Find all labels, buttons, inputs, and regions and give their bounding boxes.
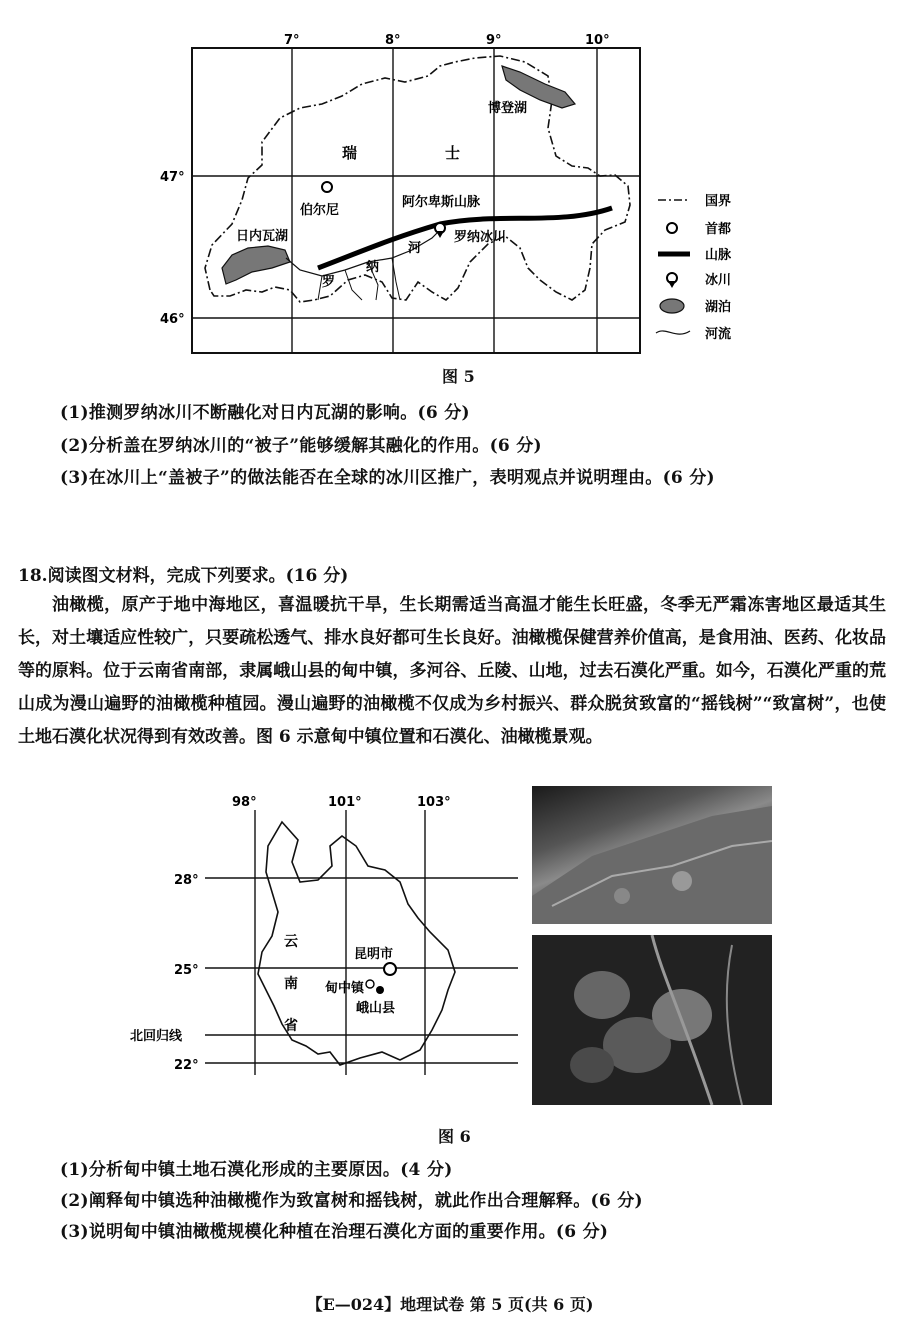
lake-geneva <box>222 246 290 284</box>
tropic-label: 北回归线 <box>130 1029 183 1044</box>
q17-sub3: (3)在冰川上“盖被子”的做法能否在全球的冰川区推广，表明观点并说明理由。(6 分) <box>60 468 715 488</box>
lon-label-7: 7° <box>284 33 300 48</box>
label-river-2: 纳 <box>366 260 380 275</box>
figure5-map <box>0 0 900 390</box>
page-footer: 【E—024】地理试卷 第 5 页(共 6 页) <box>306 1295 594 1314</box>
q17-sub2: (2)分析盖在罗纳冰川的“被子”能够缓解其融化的作用。(6 分) <box>60 436 542 456</box>
lat-label-28: 28° <box>174 873 199 888</box>
label-eshan: 峨山县 <box>356 1001 396 1016</box>
lat-label-46: 46° <box>160 312 185 327</box>
figure5-legend <box>656 193 732 342</box>
kunming-symbol <box>384 963 396 975</box>
legend-river: 河流 <box>705 327 732 342</box>
photo-olive-fruit <box>532 935 772 1105</box>
label-geneva: 日内瓦湖 <box>236 229 289 244</box>
legend-mountain: 山脉 <box>705 248 732 263</box>
lon-label-8: 8° <box>385 33 401 48</box>
lon-label-103: 103° <box>417 795 451 810</box>
legend-glacier: 冰川 <box>705 273 732 288</box>
legend-lake: 湖泊 <box>705 300 732 315</box>
q18-paragraph-block <box>18 589 886 754</box>
q18-sub1: (1)分析甸中镇土地石漠化形成的主要原因。(4 分) <box>60 1160 453 1180</box>
label-alps: 阿尔卑斯山脉 <box>402 195 481 210</box>
label-country-2: 士 <box>445 144 461 162</box>
label-bodensee: 博登湖 <box>488 101 528 116</box>
label-capital: 伯尔尼 <box>300 203 340 218</box>
label-province-2: 南 <box>284 976 298 992</box>
photo-rock-texture <box>532 786 772 924</box>
q17-sub1: (1)推测罗纳冰川不断融化对日内瓦湖的影响。(6 分) <box>60 403 470 423</box>
eshan-symbol <box>376 986 384 994</box>
q18-sub3: (3)说明甸中镇油橄榄规模化种植在治理石漠化方面的重要作用。(6 分) <box>60 1222 609 1242</box>
capital-symbol-bern <box>322 182 332 192</box>
q18-sub2: (2)阐释甸中镇选种油橄榄作为致富树和摇钱树，就此作出合理解释。(6 分) <box>60 1191 643 1211</box>
label-province-1: 云 <box>284 934 298 950</box>
figure6-map <box>0 790 530 1120</box>
q18-title: 18.阅读图文材料，完成下列要求。(16 分) <box>18 566 349 586</box>
label-river-1: 罗 <box>322 275 336 290</box>
label-dianzhong: 甸中镇 <box>325 981 365 996</box>
label-country-1: 瑞 <box>342 144 358 162</box>
label-province-3: 省 <box>284 1018 298 1034</box>
label-glacier: 罗纳冰川 <box>454 230 507 245</box>
lat-label-47: 47° <box>160 170 185 185</box>
q18-paragraph: 油橄榄，原产于地中海地区，喜温暖抗干旱，生长期需适当高温才能生长旺盛，冬季无严霜冻害地区最适其生长，对土壤适应性较广，只要疏松透气、排水良好都可生长良好。油橄榄保健营养价值高，是食用油、医药、化妆品等的原料。位于云南省南部，隶属峨山县的甸中镇，多河谷、丘陵、山地，过去石漠化严重。如今，石漠化严重的荒山成为漫山遍野的油橄榄种植园。漫山遍野的油橄榄不仅成为乡村振兴、群众脱贫致富的“摇钱树”“致富树”，也使土地石漠化状况得到有效改善。图 6 示意甸中镇位置和石漠化、油橄榄景观。 <box>18 595 886 747</box>
dianzhong-symbol <box>366 980 374 988</box>
legend-capital: 首都 <box>705 222 732 237</box>
photo-rocky-desertification <box>532 786 772 924</box>
figure6-caption: 图 6 <box>438 1127 471 1146</box>
lat-label-22: 22° <box>174 1058 199 1073</box>
lon-label-10: 10° <box>585 33 610 48</box>
lon-label-9: 9° <box>486 33 502 48</box>
lon-label-98: 98° <box>232 795 257 810</box>
figure5-caption: 图 5 <box>442 367 475 386</box>
glacier-symbol <box>435 223 445 238</box>
lat-label-25: 25° <box>174 963 199 978</box>
label-kunming: 昆明市 <box>354 947 394 962</box>
lon-label-101: 101° <box>328 795 362 810</box>
photo-olive-shapes <box>532 935 772 1105</box>
label-river-3: 河 <box>408 241 422 256</box>
legend-border: 国界 <box>705 194 732 209</box>
